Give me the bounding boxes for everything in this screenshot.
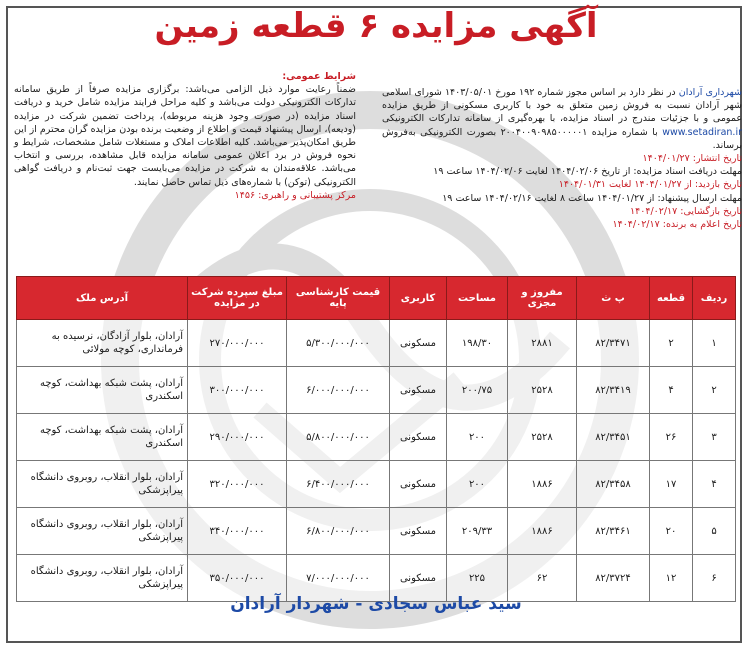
publish-date: تاریخ انتشار: ۱۴۰۴/۰۱/۲۷ — [642, 153, 742, 165]
conditions-heading: شرایط عمومی: — [282, 71, 356, 82]
header-row-number: ردیف — [693, 277, 736, 320]
cell-parcel: ۲۶ — [650, 414, 693, 461]
header-plak: پ ث — [577, 277, 650, 320]
municipality-name: شهرداری آرادان — [678, 87, 742, 98]
cell-parcel: ۴ — [650, 367, 693, 414]
cell-price: ۶/۰۰۰/۰۰۰/۰۰۰ — [287, 367, 390, 414]
cell-price: ۶/۸۰۰/۰۰۰/۰۰۰ — [287, 508, 390, 555]
cell-deposit: ۳۰۰/۰۰۰/۰۰۰ — [188, 367, 287, 414]
cell-source: ۱۸۸۶ — [508, 508, 577, 555]
intro-text: در نظر دارد بر اساس مجوز شماره ۱۹۲ مورخ ۱۴۰۳/۰۵/۰۱ شورای اسلامی شهر آرادان نسبت به فروش زمین متعلق به خود با کاربری مسکونی از طریق مزایده عمومی و با جزئیات مندرج در اسناد مزایده، با بهره‌گیری از سامانه تدارکات الکترونیکی — [382, 87, 742, 125]
winner-date: تاریخ اعلام به برنده: ۱۴۰۴/۰۲/۱۷ — [612, 219, 742, 231]
cell-area: ۲۰۰ — [447, 414, 508, 461]
cell-source: ۲۵۲۸ — [508, 414, 577, 461]
cell-address: آرادان، بلوار انقلاب، روبروی دانشگاه پیراپزشکی — [17, 555, 188, 602]
cell-price: ۵/۳۰۰/۰۰۰/۰۰۰ — [287, 320, 390, 367]
doc-deadline: مهلت دریافت اسناد مزایده: از تاریخ ۱۴۰۴/۰۲/۰۶ لغایت ۱۴۰۴/۰۲/۰۶ ساعت ۱۹ — [433, 166, 742, 178]
cell-plak: ۸۲/۳۴۷۱ — [577, 320, 650, 367]
cell-plak: ۸۲/۳۴۱۹ — [577, 367, 650, 414]
visit-date: تاریخ بازدید: از ۱۴۰۴/۰۱/۲۷ لغایت ۱۴۰۴/۰۱/۳۱ — [558, 179, 742, 191]
cell-price: ۷/۰۰۰/۰۰۰/۰۰۰ — [287, 555, 390, 602]
table-row — [17, 461, 736, 508]
cell-area: ۲۰۰/۷۵ — [447, 367, 508, 414]
cell-parcel: ۱۲ — [650, 555, 693, 602]
cell-area: ۲۲۵ — [447, 555, 508, 602]
cell-address: آرادان، پشت شبکه بهداشت، کوچه اسکندری — [17, 367, 188, 414]
header-deposit: مبلغ سپرده شرکت در مزایده — [188, 277, 287, 320]
header-area: مساحت — [447, 277, 508, 320]
cell-parcel: ۲ — [650, 320, 693, 367]
cell-deposit: ۲۷۰/۰۰۰/۰۰۰ — [188, 320, 287, 367]
cell-parcel: ۲۰ — [650, 508, 693, 555]
cell-source: ۲۵۲۸ — [508, 367, 577, 414]
intro-column — [382, 86, 742, 231]
cell-plak: ۸۲/۳۴۵۱ — [577, 414, 650, 461]
cell-plak: ۸۲/۳۴۶۱ — [577, 508, 650, 555]
offer-deadline: مهلت ارسال پیشنهاد: از ۱۴۰۴/۰۱/۲۷ ساعت ۸ لغایت ۱۴۰۴/۰۲/۱۶ ساعت ۱۹ — [442, 192, 742, 204]
header-parcel: قطعه — [650, 277, 693, 320]
cell-parcel: ۱۷ — [650, 461, 693, 508]
cell-usage: مسکونی — [390, 555, 447, 602]
table-row — [17, 508, 736, 555]
cell-deposit: ۲۹۰/۰۰۰/۰۰۰ — [188, 414, 287, 461]
cell-address: آرادان، بلوار آزادگان، نرسیده به فرمانداری، کوچه مولائی — [17, 320, 188, 367]
header-price: قیمت کارشناسی پایه — [287, 277, 390, 320]
conditions-column — [14, 70, 356, 202]
table-row — [17, 367, 736, 414]
cell-row-number: ۵ — [693, 508, 736, 555]
table-row — [17, 320, 736, 367]
header-source: مفروز و مجزی — [508, 277, 577, 320]
cell-usage: مسکونی — [390, 414, 447, 461]
cell-deposit: ۳۲۰/۰۰۰/۰۰۰ — [188, 461, 287, 508]
cell-address: آرادان، بلوار انقلاب، روبروی دانشگاه پیراپزشکی — [17, 461, 188, 508]
cell-price: ۵/۸۰۰/۰۰۰/۰۰۰ — [287, 414, 390, 461]
cell-row-number: ۱ — [693, 320, 736, 367]
cell-usage: مسکونی — [390, 508, 447, 555]
table-header-row — [17, 277, 736, 320]
cell-source: ۶۲ — [508, 555, 577, 602]
cell-address: آرادان، پشت شبکه بهداشت، کوچه اسکندری — [17, 414, 188, 461]
table-row — [17, 414, 736, 461]
cell-plak: ۸۲/۳۷۲۴ — [577, 555, 650, 602]
cell-area: ۲۰۹/۳۳ — [447, 508, 508, 555]
cell-area: ۱۹۸/۳۰ — [447, 320, 508, 367]
setad-link[interactable]: www.setadiran.ir — [662, 126, 742, 138]
cell-price: ۶/۴۰۰/۰۰۰/۰۰۰ — [287, 461, 390, 508]
header-address: آدرس ملک — [17, 277, 188, 320]
cell-row-number: ۳ — [693, 414, 736, 461]
cell-deposit: ۳۵۰/۰۰۰/۰۰۰ — [188, 555, 287, 602]
header-usage: کاربری — [390, 277, 447, 320]
cell-row-number: ۶ — [693, 555, 736, 602]
cell-usage: مسکونی — [390, 367, 447, 414]
parcels-table — [16, 276, 736, 602]
cell-plak: ۸۲/۳۴۵۸ — [577, 461, 650, 508]
opening-date: تاریخ بازگشایی: ۱۴۰۴/۰۲/۱۷ — [630, 205, 742, 217]
mayor-signature: سید عباس سجادی - شهردار آرادان — [230, 594, 522, 614]
cell-usage: مسکونی — [390, 320, 447, 367]
cell-address: آرادان، بلوار انقلاب، روبروی دانشگاه پیراپزشکی — [17, 508, 188, 555]
notice-title: آگهی مزایده ۶ قطعه زمین — [154, 6, 598, 46]
cell-usage: مسکونی — [390, 461, 447, 508]
cell-deposit: ۳۴۰/۰۰۰/۰۰۰ — [188, 508, 287, 555]
conditions-body: ضمناً رعایت موارد ذیل الزامی می‌باشد: برگزاری مزایده صرفاً از طریق سامانه تدارکات الکترونیکی دولت می‌باشد و کلیه مراحل فرایند مزایده شامل خرید و دریافت اسناد مزایده (در صورت وجود هزینه مربوطه)، پرداخت تضمین شرکت در مزایده (ودیعه)، ارسال پیشنهاد قیمت و اطلاع از وضعیت برنده بودن مزایده گران محترم از این طریق امکان‌پذیر می‌باشد. کلیه اطلاعات املاک و مستغلات شامل مشخصات، شرایط و نحوه فروش در برد اعلان عمومی سامانه مزایده قابل مشاهده، بررسی و انتخاب می‌باشد. علاقه‌مندان به شرکت در مزایده می‌بایست جهت ثبت‌نام و دریافت گواهی الکترونیکی (توکن) با شماره‌های ذیل تماس حاصل نمایند. — [14, 84, 356, 188]
cell-source: ۱۸۸۶ — [508, 461, 577, 508]
intro-text-end: با شماره مزایده ۲۰۰۴۰۰۹۰۹۸۵۰۰۰۰۰۱ بصورت الکترونیکی به‌فروش برساند. — [382, 126, 742, 151]
cell-row-number: ۴ — [693, 461, 736, 508]
cell-source: ۲۸۸۱ — [508, 320, 577, 367]
support-center: مرکز پشتیبانی و راهبری: ۱۴۵۶ — [234, 189, 356, 201]
cell-row-number: ۲ — [693, 367, 736, 414]
cell-area: ۲۰۰ — [447, 461, 508, 508]
